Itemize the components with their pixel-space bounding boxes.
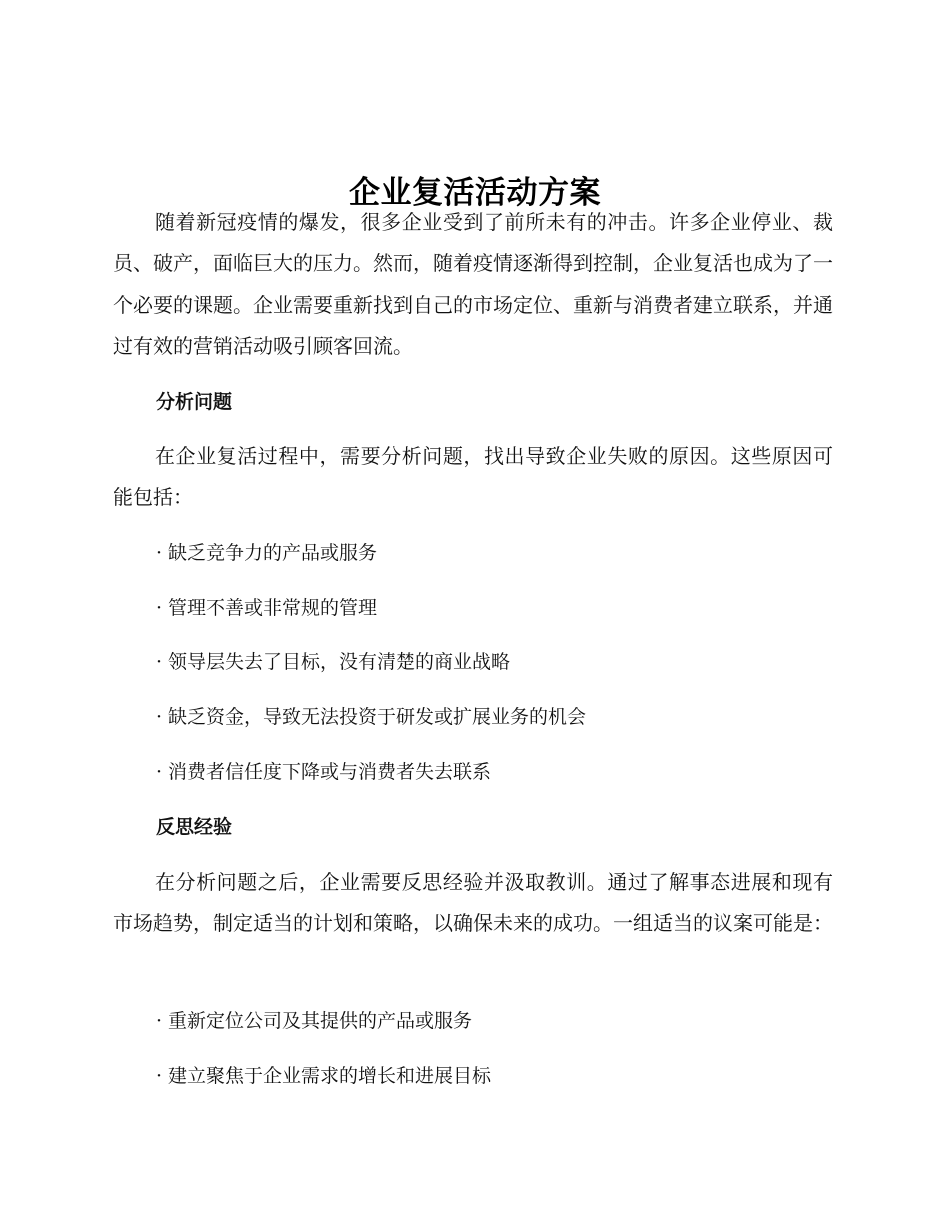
list-item (156, 757, 491, 787)
list-item (156, 538, 377, 568)
bullet-marker: · (156, 1065, 163, 1087)
bullet-marker: · (156, 761, 163, 783)
bullet-marker: · (156, 597, 163, 619)
list-item-text: 消费者信任度下降或与消费者失去联系 (168, 761, 492, 783)
bullet-marker: · (156, 651, 163, 673)
list-item-text: 建立聚焦于企业需求的增长和进展目标 (168, 1065, 492, 1087)
list-item-text: 管理不善或非常规的管理 (168, 597, 378, 619)
reflection-paragraph: 在分析问题之后，企业需要反思经验并汲取教训。通过了解事态进展和现有市场趋势，制定适当的计划和策略，以确保未来的成功。一组适当的议案可能是： (113, 870, 833, 936)
list-item-text: 缺乏资金，导致无法投资于研发或扩展业务的机会 (168, 706, 587, 728)
list-item (156, 593, 377, 623)
list-item (156, 647, 510, 677)
list-item (156, 702, 586, 732)
list-item-text: 缺乏竞争力的产品或服务 (168, 542, 378, 564)
list-item-text: 领导层失去了目标，没有清楚的商业战略 (168, 651, 511, 673)
analysis-paragraph: 在企业复活过程中，需要分析问题，找出导致企业失败的原因。这些原因可能包括： (113, 444, 833, 510)
list-item-text: 重新定位公司及其提供的产品或服务 (168, 1010, 473, 1032)
bullet-marker: · (156, 706, 163, 728)
document-title: 企业复活活动方案 (349, 174, 601, 211)
section-heading-reflection: 反思经验 (156, 816, 233, 838)
section-heading-analysis: 分析问题 (156, 391, 233, 413)
list-item (156, 1006, 472, 1036)
intro-paragraph: 随着新冠疫情的爆发，很多企业受到了前所未有的冲击。许多企业停业、裁员、破产，面临巨大的压力。然而，随着疫情逐渐得到控制，企业复活也成为了一个必要的课题。企业需要重新找到自己的市场定位、重新与消费者建立联系，并通过有效的营销活动吸引顾客回流。 (113, 210, 833, 358)
list-item (156, 1061, 491, 1091)
bullet-marker: · (156, 542, 163, 564)
bullet-marker: · (156, 1010, 163, 1032)
